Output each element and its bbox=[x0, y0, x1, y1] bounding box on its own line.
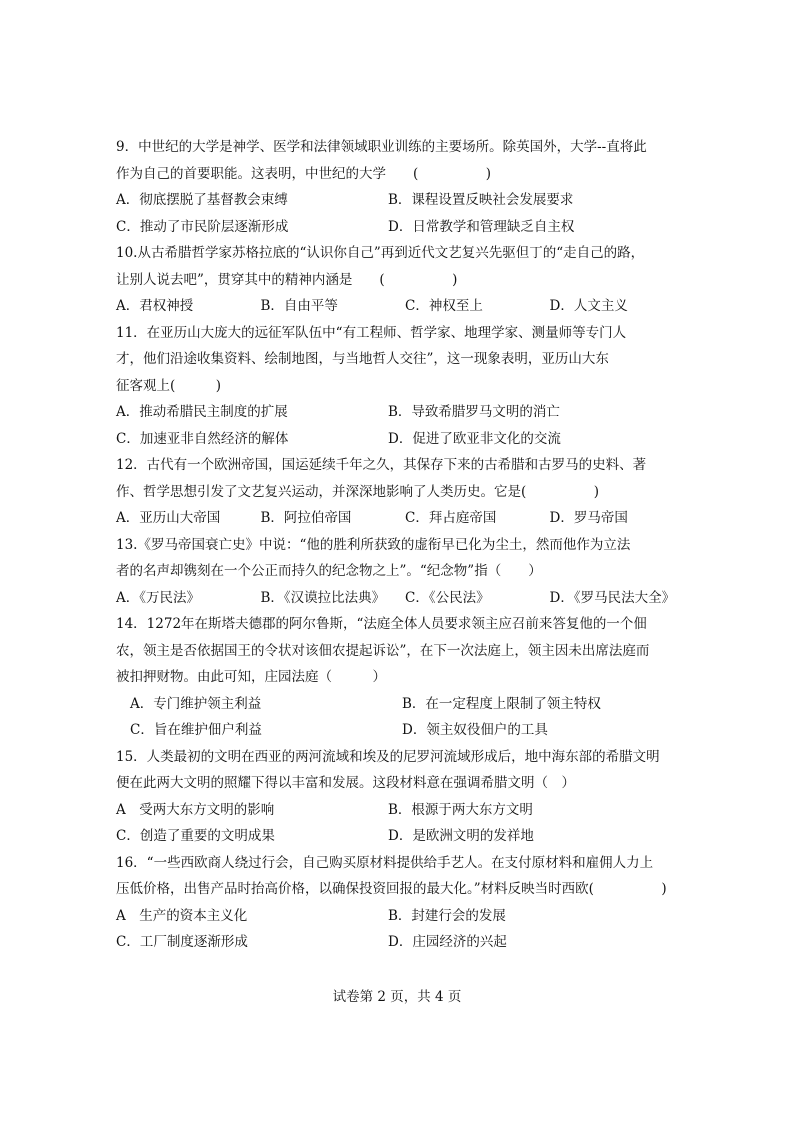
question-12 bbox=[116, 452, 694, 532]
question-9 bbox=[116, 134, 694, 240]
option-a[interactable]: A．君权神授 bbox=[116, 298, 194, 314]
option-a[interactable]: A．亚历山大帝国 bbox=[116, 510, 221, 526]
page-footer: 试卷第 2 页，共 4 页 bbox=[332, 989, 462, 1005]
answer-options bbox=[116, 293, 694, 320]
question-text: 作为自己的首要职能。这表明，中世纪的大学 ( ) bbox=[116, 165, 492, 182]
option-b[interactable]: B．《汉谟拉比法典》 bbox=[260, 589, 386, 606]
question-16 bbox=[116, 850, 694, 956]
answer-options bbox=[116, 214, 694, 241]
option-c[interactable]: C．创造了重要的文明成果 bbox=[116, 828, 275, 844]
option-a[interactable]: A 受两大东方文明的影响 bbox=[116, 801, 275, 818]
answer-options bbox=[116, 505, 694, 532]
question-text: 被扣押财物。由此可知，庄园法庭（ ） bbox=[116, 669, 386, 685]
option-c[interactable]: C．旨在维护佃户利益 bbox=[130, 722, 262, 738]
question-text: 农，领主是否依据国王的令状对该佃农提起诉讼”，在下一次法庭上，领主因未出席法庭而 bbox=[116, 642, 650, 659]
option-b[interactable]: B．阿拉伯帝国 bbox=[260, 510, 352, 526]
question-text: 14．1272年在斯塔夫德郡的阿尔鲁斯，“法庭全体人员要求领主应召前来答复他的一个佃 bbox=[116, 616, 647, 632]
question-text: 12．古代有一个欧洲帝国，国运延续千年之久，其保存下来的古希腊和古罗马的史料、著 bbox=[116, 457, 647, 473]
question-text: 10.从古希腊哲学家苏格拉底的“认识你自己”再到近代文艺复兴先驱但丁的“走自己的路， bbox=[116, 245, 645, 261]
option-b[interactable]: B．根源于两大东方文明 bbox=[388, 801, 533, 818]
question-text: 征客观上( ) bbox=[116, 377, 222, 394]
answer-options bbox=[116, 426, 694, 453]
option-d[interactable]: D．《罗马民法大全》 bbox=[549, 589, 676, 606]
question-15 bbox=[116, 744, 694, 850]
option-a[interactable]: A．《万民法》 bbox=[116, 589, 200, 606]
option-a[interactable]: A．彻底摆脱了基督教会束缚 bbox=[116, 192, 288, 208]
option-d[interactable]: D．促进了欧亚非文化的交流 bbox=[388, 430, 561, 447]
answer-options bbox=[116, 903, 694, 930]
option-b[interactable]: B．自由平等 bbox=[260, 298, 338, 314]
answer-options bbox=[116, 797, 694, 824]
option-a[interactable]: A 生产的资本主义化 bbox=[116, 907, 248, 924]
option-d[interactable]: D．日常教学和管理缺乏自主权 bbox=[388, 218, 575, 235]
question-text: 才，他们沿途收集资料、绘制地图，与当地哲人交往”，这一现象表明，亚历山大东 bbox=[116, 351, 609, 367]
answer-options bbox=[116, 929, 694, 956]
option-b[interactable]: B．导致希腊罗马文明的消亡 bbox=[388, 404, 560, 420]
option-c[interactable]: C．加速亚非自然经济的解体 bbox=[116, 430, 289, 447]
question-text: 压低价格，出售产品时抬高价格，以确保投资回报的最大化。”材料反映当时西欧( ) bbox=[116, 881, 667, 897]
question-text: 15．人类最初的文明在西亚的两河流域和埃及的尼罗河流域形成后，地中海东部的希腊文明 bbox=[116, 748, 660, 765]
option-c[interactable]: C．工厂制度逐渐形成 bbox=[116, 934, 248, 950]
question-text: 者的名声却镌刻在一个公正而持久的纪念物之上”。“纪念物”指（ ） bbox=[116, 563, 542, 579]
answer-options bbox=[116, 187, 694, 214]
option-a[interactable]: A．专门维护领主利益 bbox=[130, 695, 262, 712]
question-14 bbox=[116, 611, 694, 744]
option-b[interactable]: B．课程设置反映社会发展要求 bbox=[388, 192, 574, 208]
answer-options bbox=[116, 691, 694, 718]
answer-options bbox=[116, 399, 694, 426]
answer-options bbox=[116, 823, 694, 850]
option-a[interactable]: A．推动希腊民主制度的扩展 bbox=[116, 404, 288, 420]
question-text: 13.《罗马帝国衰亡史》中说：“他的胜利所获致的虚衔早已化为尘土，然而他作为立法 bbox=[116, 536, 631, 553]
question-13 bbox=[116, 532, 694, 612]
question-text: 让别人说去吧”，贯穿其中的精神内涵是 ( ) bbox=[116, 271, 458, 288]
question-text: 便在此两大文明的照耀下得以丰富和发展。这段材料意在强调希腊文明（ ） bbox=[116, 775, 575, 791]
option-c[interactable]: C．拜占庭帝国 bbox=[405, 510, 497, 526]
option-c[interactable]: C．《公民法》 bbox=[405, 589, 490, 606]
question-text: 11．在亚历山大庞大的远征军队伍中“有工程师、哲学家、地理学家、测量师等专门人 bbox=[116, 324, 627, 341]
question-text: 作、哲学思想引发了文艺复兴运动，并深深地影响了人类历史。它是( ) bbox=[116, 483, 600, 500]
question-text: 9．中世纪的大学是神学、医学和法律领域职业训练的主要场所。除英国外，大学--直将此 bbox=[116, 139, 647, 155]
option-b[interactable]: B．在一定程度上限制了领主特权 bbox=[402, 695, 601, 712]
option-d[interactable]: D．罗马帝国 bbox=[549, 510, 628, 526]
question-10 bbox=[116, 240, 694, 320]
option-c[interactable]: C．神权至上 bbox=[405, 298, 483, 314]
option-d[interactable]: D．庄园经济的兴起 bbox=[388, 934, 507, 950]
option-d[interactable]: D．人文主义 bbox=[549, 298, 628, 314]
question-11 bbox=[116, 320, 694, 453]
answer-options bbox=[116, 585, 694, 612]
question-text: 16．“一些西欧商人绕过行会，自己购买原材料提供给手艺人。在支付原材料和雇佣人力上 bbox=[116, 854, 654, 871]
option-b[interactable]: B．封建行会的发展 bbox=[388, 907, 506, 924]
option-d[interactable]: D．是欧洲文明的发祥地 bbox=[388, 828, 534, 844]
option-d[interactable]: D．领主奴役佃户的工具 bbox=[402, 722, 548, 738]
option-c[interactable]: C．推动了市民阶层逐渐形成 bbox=[116, 218, 289, 235]
answer-options bbox=[116, 717, 694, 744]
